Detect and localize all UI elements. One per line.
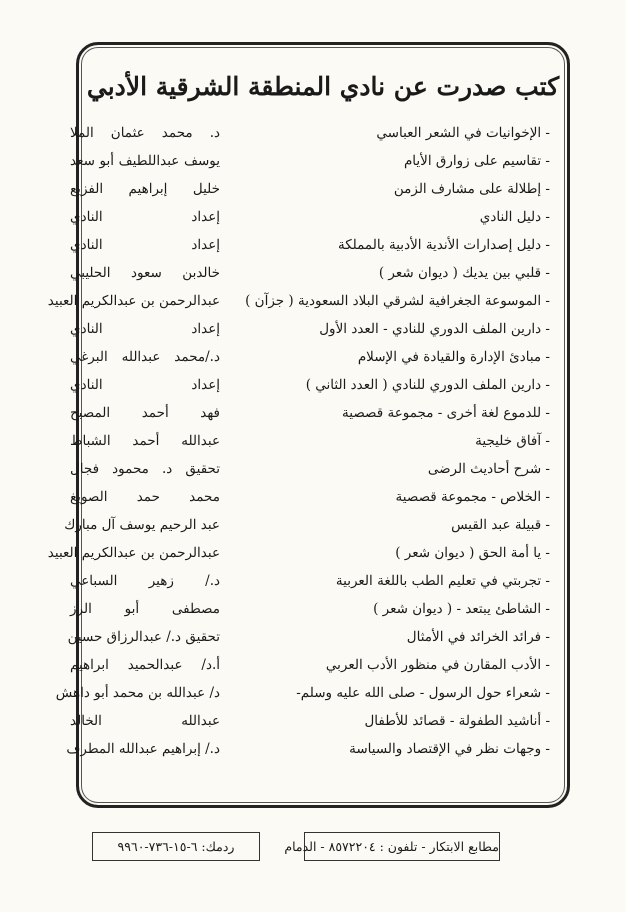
list-item [70, 120, 550, 146]
book-author: خليل إبراهيم الفزيع [70, 181, 220, 197]
list-item [70, 344, 550, 370]
list-item [70, 176, 550, 202]
book-author: إعداد النادي [70, 377, 220, 393]
book-title: - تقاسيم على زوارق الأيام [403, 153, 550, 169]
book-title: - فرائد الخرائد في الأمثال [406, 629, 550, 645]
book-author: عبدالرحمن بن عبدالكريم العبيد [47, 293, 220, 309]
list-item [70, 596, 550, 622]
book-title: - دارين الملف الدوري للنادي ( العدد الثاني ) [305, 377, 550, 393]
book-author: عبد الرحيم يوسف آل مبارك [64, 517, 220, 533]
list-item [70, 260, 550, 286]
list-item [70, 652, 550, 678]
book-title: - قلبي بين يديك ( ديوان شعر ) [378, 265, 550, 281]
list-item [70, 316, 550, 342]
list-item [47, 288, 550, 314]
book-title: - الموسوعة الجغرافية لشرقي البلاد السعودية ( جزآن ) [245, 293, 550, 309]
book-title: - شرح أحاديث الرضى [427, 461, 550, 477]
list-item [70, 372, 550, 398]
book-author: فهد أحمد المصبح [70, 405, 220, 421]
list-item [70, 204, 550, 230]
book-author: د. محمد عثمان الملا [70, 125, 220, 141]
book-author: د./ زهير السباعي [70, 573, 220, 589]
book-title: - تجربتي في تعليم الطب باللغة العربية [335, 573, 550, 589]
list-item [64, 512, 550, 538]
list-item [70, 708, 550, 734]
book-title: - الشاطئ يبتعد - ( ديوان شعر ) [373, 601, 550, 617]
book-title: - للدموع لغة أخرى - مجموعة قصصية [342, 405, 550, 421]
book-title: - أناشيد الطفولة - قصائد للأطفال [364, 713, 550, 729]
list-item [66, 736, 550, 762]
book-author: تحقيق د. محمود فجال [70, 461, 220, 477]
book-author: إعداد النادي [70, 209, 220, 225]
book-title: - آفاق خليجية [475, 433, 550, 449]
book-title: - وجهات نظر في الإقتصاد والسياسة [349, 741, 550, 757]
printer-info: مطابع الابتكار - تلفون : ٨٥٧٢٢٠٤ - الدمام [304, 832, 500, 861]
book-author: أ.د/ عبدالحميد ابراهيم [70, 657, 220, 673]
book-author: عبدالله أحمد الشباط [70, 433, 220, 449]
book-title: - مبادئ الإدارة والقيادة في الإسلام [357, 349, 550, 365]
book-title: - الخلاص - مجموعة قصصية [395, 489, 550, 505]
list-item [55, 680, 550, 706]
book-title: - دليل النادي [479, 209, 550, 225]
list-item [70, 428, 550, 454]
book-author: يوسف عبداللطيف أبو سعد [70, 153, 220, 169]
book-title: - دليل إصدارات الأندية الأدبية بالمملكة [337, 237, 550, 253]
book-author: د/ عبدالله بن محمد أبو داهش [55, 685, 220, 701]
list-item [70, 568, 550, 594]
book-author: عبدالله الخالد [70, 713, 220, 729]
book-author: إعداد النادي [70, 321, 220, 337]
list-item [70, 148, 550, 174]
book-author: محمد حمد الصويغ [70, 489, 220, 505]
book-author: إعداد النادي [70, 237, 220, 253]
list-item [67, 624, 550, 650]
isbn-info: ردمك: ٦-١٥-٧٣٦-٩٩٦٠ [92, 832, 260, 861]
book-author: مصطفى أبو الرز [70, 601, 220, 617]
book-title: - إطلالة على مشارف الزمن [393, 181, 550, 197]
book-title: - الإخوانيات في الشعر العباسي [376, 125, 550, 141]
list-item [70, 484, 550, 510]
list-item [47, 540, 550, 566]
book-author: عبدالرحمن بن عبدالكريم العبيد [47, 545, 220, 561]
book-author: خالدبن سعود الحليبي [70, 265, 220, 281]
list-item [70, 456, 550, 482]
book-author: تحقيق د./ عبدالرزاق حسين [67, 629, 220, 645]
book-author: د./ إبراهيم عبدالله المطرف [66, 741, 220, 757]
book-title: - الأدب المقارن في منظور الأدب العربي [325, 657, 550, 673]
book-title: - قبيلة عبد القيس [451, 517, 550, 533]
book-title: - شعراء حول الرسول - صلى الله عليه وسلم- [296, 685, 550, 701]
list-item [70, 400, 550, 426]
book-title: - يا أمة الحق ( ديوان شعر ) [395, 545, 550, 561]
list-item [70, 232, 550, 258]
book-author: د./محمد عبدالله البرغي [70, 349, 220, 365]
book-title: - دارين الملف الدوري للنادي - العدد الأول [319, 321, 550, 337]
page-title: كتب صدرت عن نادي المنطقة الشرقية الأدبي [86, 72, 560, 101]
